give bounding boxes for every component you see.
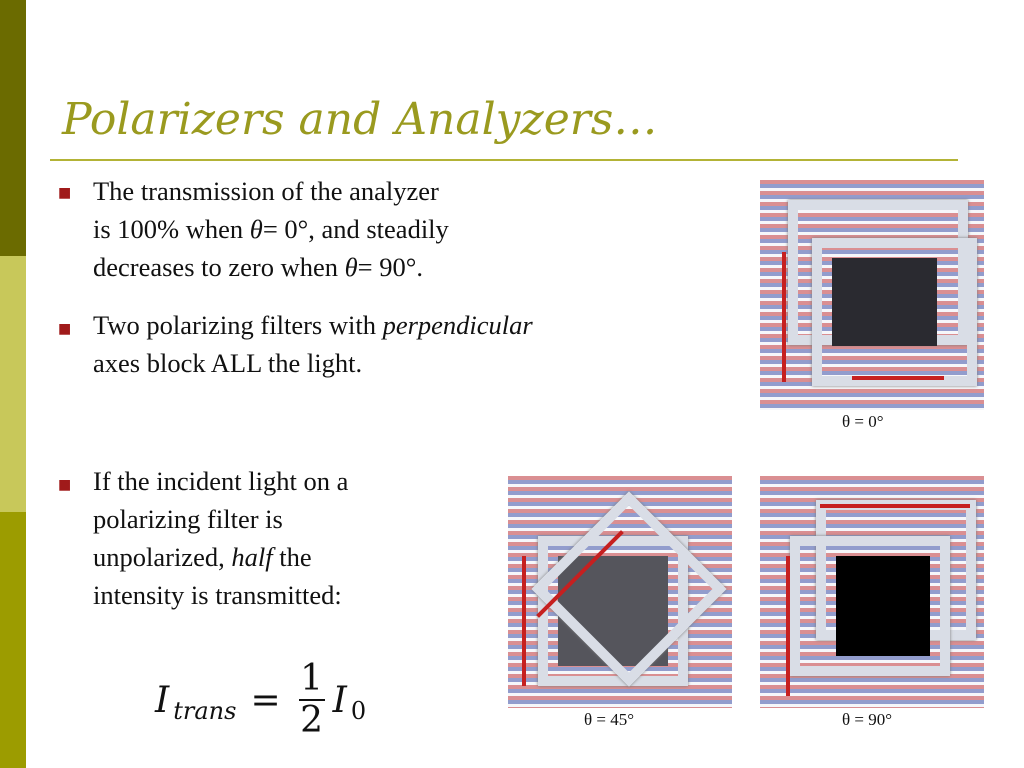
formula-equals: = xyxy=(250,679,281,721)
formula-subscript-trans: trans xyxy=(173,697,237,725)
bullet-2-line-1: Two polarizing filters with perpendicular xyxy=(93,310,533,340)
accent-bar-middle xyxy=(0,256,26,512)
bullet-3-line-3: unpolarized, half the xyxy=(93,542,312,572)
polarizer-photo-45deg xyxy=(508,476,732,708)
caption-90deg: θ = 90° xyxy=(842,710,893,729)
bullet-1-line-1: The transmission of the analyzer xyxy=(93,176,439,206)
bullet-marker: ■ xyxy=(58,477,72,493)
left-accent-bar xyxy=(0,0,26,768)
formula-subscript-zero: 0 xyxy=(350,697,367,725)
bullet-marker: ■ xyxy=(58,321,72,337)
formula-fraction: $\frac{1}{2}$ xyxy=(300,658,324,741)
bullet-2-line-2: axes block ALL the light. xyxy=(93,348,363,378)
polarizer-photo-0deg xyxy=(760,180,984,410)
bullet-1 xyxy=(93,172,653,286)
accent-bar-top xyxy=(0,0,26,256)
formula-I-trans: I xyxy=(155,679,170,721)
bullet-1-line-3: decreases to zero when θ= 90°. xyxy=(93,252,423,282)
bullet-marker: ■ xyxy=(58,185,72,201)
bullet-3-line-1: If the incident light on a xyxy=(93,466,349,496)
bullet-3-line-2: polarizing filter is xyxy=(93,504,283,534)
caption-0deg: θ = 0° xyxy=(842,412,884,431)
bullet-1-line-2: is 100% when θ= 0°, and steadily xyxy=(93,214,449,244)
bullet-2 xyxy=(93,306,733,382)
title-divider xyxy=(50,159,958,161)
formula-I-zero: I xyxy=(332,679,347,721)
accent-bar-bottom xyxy=(0,512,26,768)
bullet-3 xyxy=(93,462,493,614)
caption-45deg: θ = 45° xyxy=(584,710,635,729)
slide-title: Polarizers and Analyzers… xyxy=(62,94,658,145)
bullet-3-line-4: intensity is transmitted: xyxy=(93,580,342,610)
polarizer-photo-90deg xyxy=(760,476,984,708)
intensity-formula xyxy=(155,650,366,750)
